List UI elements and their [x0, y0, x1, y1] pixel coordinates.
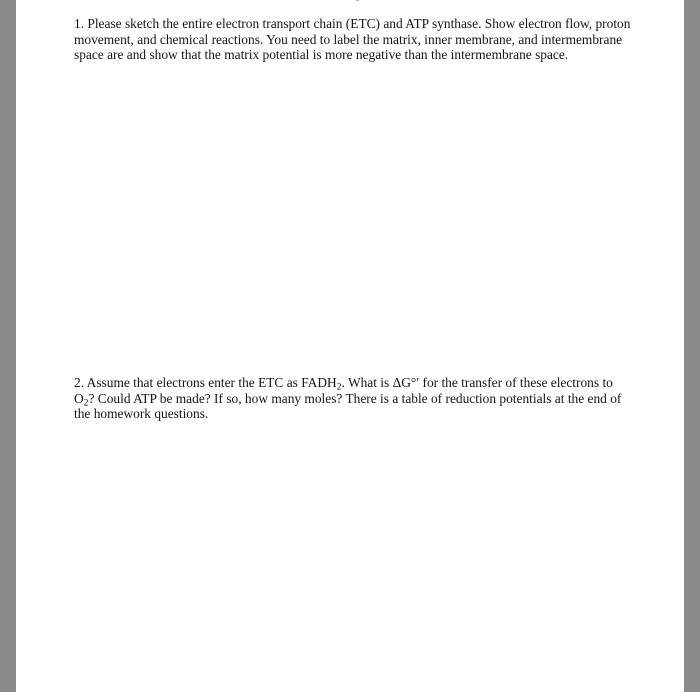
page-top-mark — [356, 0, 359, 1]
question-2-part3: ? Could ATP be made? If so, how many moles? There is a table of reduction potentials at the end of the homework questions. — [74, 390, 622, 422]
document-page — [16, 0, 684, 692]
question-2-part1: 2. Assume that electrons enter the ETC as FADH — [74, 375, 337, 390]
question-2-sub2: 2 — [83, 397, 89, 408]
question-2-part2: . What is ΔG°′ for the transfer of these electrons to O — [74, 375, 613, 406]
question-2-sub1: 2 — [336, 381, 342, 393]
question-1-text: 1. Please sketch the entire electron transport chain (ETC) and ATP synthase. Show electron flow, proton movement, and chemical reactions. You need to label the matrix, inner membrane, and intermembrane space are and show that the matrix potential is more negative than the intermembrane space. — [74, 16, 631, 63]
question-2-text — [74, 375, 634, 422]
